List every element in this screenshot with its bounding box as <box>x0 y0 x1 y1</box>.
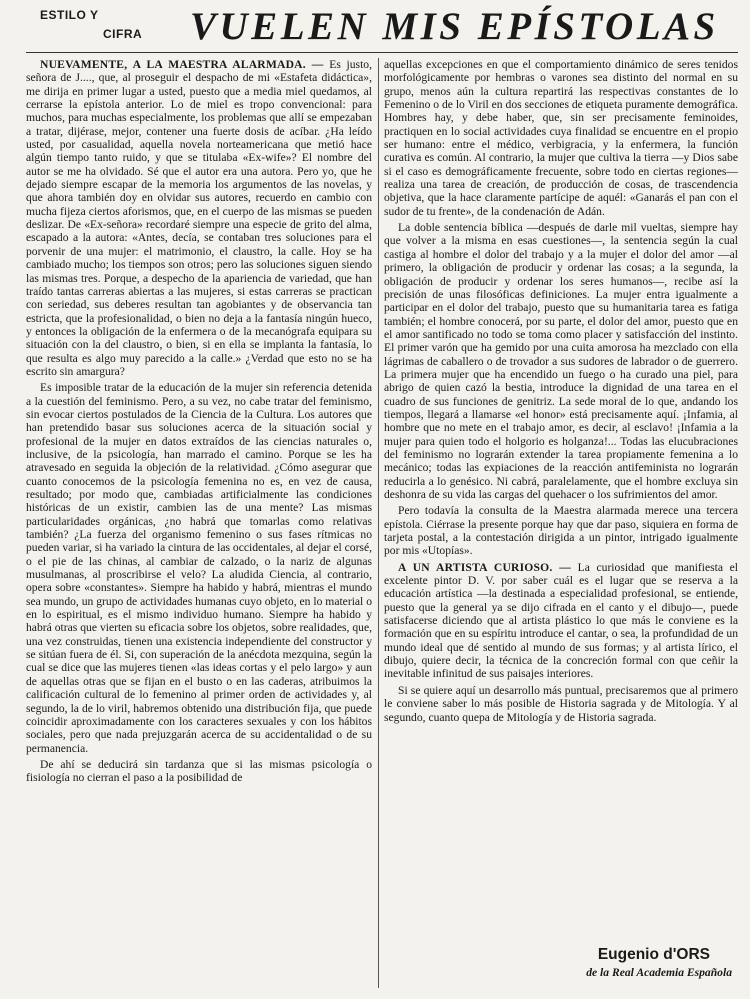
paragraph <box>384 561 738 681</box>
section-label-cifra: CIFRA <box>103 27 143 41</box>
author-affiliation: de la Real Academia Española <box>586 966 732 979</box>
paragraph-lead: A UN ARTISTA CURIOSO. — <box>398 560 572 574</box>
right-column <box>384 58 738 988</box>
paragraph-text: Es justo, señora de J...., que, al proseguir el despacho de mi «Estafeta didáctica», me dirija en primer lugar a usted, puesto que a media miel quedamos, al cerrarse la epístola anterior. Lo de miel es tropo convencional: para muchos, para muchas especialmente, los problemas que allí se empezaban a tratar, dijérase, mejor, contener una fuerte dosis de acíbar. ¿Ha leído usted, por casualidad, aquella novela norteamericana que metió hace algún tiempo tanto ruido, y que se titulaba «Ex-wife»? El nombre del autor se me ha olvidado. Sé que el autor era una autora. Pero yo, que he dejado siempre escapar de la memoria los argumentos de las novelas, y que ahora también doy en olvidar sus autores, recuerdo en cambio con mucha fijeza ciertos aforismos, que, en el cuerpo de las mismas se pueden deslizar. De «Ex-señora» recordaré siempre una especie de grito del alma, escapado a la autora: «Antes, decía, se contaban tres soluciones para el porvenir de una mujer: el matrimonio, el claustro, la calle. Hoy se ha cambiado mucho; los tiempos son otros; pero las soluciones siguen siendo las mismas tres. Porque, a despecho de la apariencia de variedad, que han traído tantas carreras abiertas a las mujeres, si estas carreras se practican con seriedad, sus deberes resultan tan agobiantes y de observancia tan estricta, que la profesionalidad, o bien no deja a la fantasía ningún hueco, y entonces la obligación de la enfermera o de la mecanógrafa equipara su situación con la del claustro, o bien, si en ella se implanta la fantasía, lo que resulta es algo muy parecido a la calle.» ¿Verdad que esto no se ha escrito sin amargura? <box>26 58 372 378</box>
paragraph <box>26 381 372 755</box>
column-divider <box>378 58 379 988</box>
paragraph-text: Si se quiere aquí un desarrollo más puntual, precisaremos que al primero le conviene saber lo más posible de Historia sagrada y de Mitología. Y al segundo, cuanto quepa de Mitología y de Historia sagrada. <box>384 683 738 724</box>
paragraph <box>384 221 738 501</box>
paragraph <box>26 58 372 378</box>
paragraph-text: La curiosidad que manifiesta el excelente pintor D. V. por saber cuál es el lugar que se reserva a la educación artística —la destinada a especialidad profesional, se entiende, puesto que la general ya se dijo cifrada en el canto y el dibujo—, puede satisfacerse diciendo que al artista plástico lo que más le conviene es la formación que en su espíritu introduce el cantar, o sea, la profundidad de un mundo ideal que dé sentido al mundo de sus formas; y al artista lírico, el dibujo, quiere decir, la técnica de la concreción formal con que ceñir la inevitable infinitud de sus paisajes interiores. <box>384 560 738 681</box>
article-headline: VUELEN MIS EPÍSTOLAS <box>190 5 719 48</box>
paragraph-text: Es imposible tratar de la educación de la mujer sin referencia detenida a la cuestión del feminismo. Pero, a su vez, no cabe tratar del feminismo, sin evocar ciertos postulados de la Ciencia de la Cultura. Los autores que han pretendido basar sus soluciones acerca de la situación social y profesional de la mujer en datos extraídos de las ciencias naturales o, inclusive, de la psicología, han marrado el camino. Porque se les ha atravesado en seguida la objeción de la relatividad. ¿Cómo asegurar que cuanto conocemos de la psicología femenina no es, en vez de causa, resultado; por modo que, cambiadas artificialmente las condiciones históricas de un existir, cambien las de una mente? Las mismas particularidades orgánicas, ¿no habrá que tomarlas como relativas también? ¿La fuerza del organismo femenino o sus fases rítmicas no pueden variar, si ha variado la cintura de las occidentales, al dejar el corsé, o el pie de las chinas, al cambiar de calzado, o la nariz de algunas musulmanas, al proscribirse el velo? La aludida Ciencia, al contrario, opera sobre «constantes». Siempre ha habido y habrá, mientras el mundo sea mundo, un grupo de actividades humanas cuyo objeto, en lo material o en lo espiritual, es el mismo individuo humano. Siempre ha habido y habrá otras que vierten su eficacia sobre los objetos, sobre realidades, que, una vez construidas, tienen una existencia independiente del constructor y se sitúan fuera de él. Si, con superación de la anécdota mezquina, según la cual se dice que las mujeres tienen «las ideas cortas y el pelo largo» y aun de aquellas otras que se fijan en el busto o en las caderas, atribuimos la calificación cultural de lo femenino al primer orden de actividades y, al segundo, la de lo viril, habremos obtenido una distribución fija, que puede coincidir aproximadamente con los caracteres sexuales y con los hábitos sociales, pero que nada prejuzgarán acerca de su accidentalidad o de su permanencia. <box>26 381 372 755</box>
paragraph <box>26 758 372 785</box>
paragraph-text: aquellas excepciones en que el comportamiento dinámico de seres tenidos morfológicamente por hembras o varones sea distinto del normal en su grupo, menos aún la cultura repartirá las respectivas constantes de lo Femenino o de lo Viril en dos secciones de etiqueta puramente demográfica. Hombres hay, y debe haber, que, sin ser precisamente feminoides, practiquen en lo social actividades cuya finalidad se encuentre en el propio ser humano: entre el médico, verbigracia, y la enfermera, la función curativa es común. Al contrario, la mujer que cultiva la tierra —y Dios sabe si el caso es demográficamente frecuente, sobre todo en ciertas regiones— realiza una tarea de creación, de producción de cosas, de trascendencia objetiva, que la hace claramente partícipe de aquél: «Ganarás el pan con el sudor de tu frente», de la condenación de Adán. <box>384 58 738 218</box>
section-label: ESTILO Y <box>40 8 99 22</box>
paragraph-text: La doble sentencia bíblica —después de darle mil vueltas, siempre hay que volver a la misma en esas cuestiones—, la sentencia según la cual castiga al hombre el dolor del trabajo y a la mujer el dolor del amor —al primero, la obligación de producir y ordenar las cosas; a la segunda, la obligación de producir y ordenar los seres humanos—, recibe así la precisión de unas filosóficas definiciones. La mujer entra igualmente a participar en el dolor del trabajo, puesto que su humanitaria tarea es fatiga también; el hombre conocerá, por su parte, el dolor del amor, puesto que en el amor santificado no todo se toma como placer y satisfacción del instinto. El primer varón que ha gemido por una cuita amorosa ha mezclado con ella lágrimas de caballero o de trovador a sus sudores de labrador o de guerrero. La primera mujer que ha encendido un fuego o ha curado una piel, para abrigo de quien cazó la bestia, introduce la dignidad de una tarea en el cuadro de sus funciones de genitriz. La sede moral de lo que, andando los tiempos, llegará a llamarse «el honor» está precisamente aquí. ¡Infamia, al hombre que no mete en el trabajo amor, es decir, al esclavo! ¡Infamia a la mujer para quien todo el holgorio es holganza!... Todas las elucubraciones del feminismo no lograrán extender la tarea propiamente femenina a lo mecánico; todas las expiaciones de la reacción antifeminista no lograrán reducirla a lo genésico. Ni cabrá, paralelamente, que el hombre excluya sin deshonra de su vida las cargas del quehacer o los sufrimientos del amor. <box>384 221 738 501</box>
paragraph-text: Pero todavía la consulta de la Maestra alarmada merece una tercera epístola. Ciérrase la presente porque hay que dar paso, siquiera en forma de tarjeta postal, a la contestación dirigida a un pintor, intrigado igualmente por mis «Utopías». <box>384 504 738 558</box>
paragraph <box>384 58 738 218</box>
header-rule <box>26 52 738 53</box>
paragraph <box>384 684 738 724</box>
author-name: Eugenio d'ORS <box>597 946 710 963</box>
paragraph-text: De ahí se deducirá sin tardanza que si las mismas psicología o fisiología no cierran el paso a la posibilidad de <box>26 757 372 785</box>
article-body <box>26 58 738 994</box>
paragraph-lead: NUEVAMENTE, A LA MAESTRA ALARMADA. — <box>40 58 324 71</box>
page-header <box>0 0 750 55</box>
signature-block <box>384 946 738 988</box>
left-column <box>26 58 372 988</box>
paragraph <box>384 504 738 557</box>
